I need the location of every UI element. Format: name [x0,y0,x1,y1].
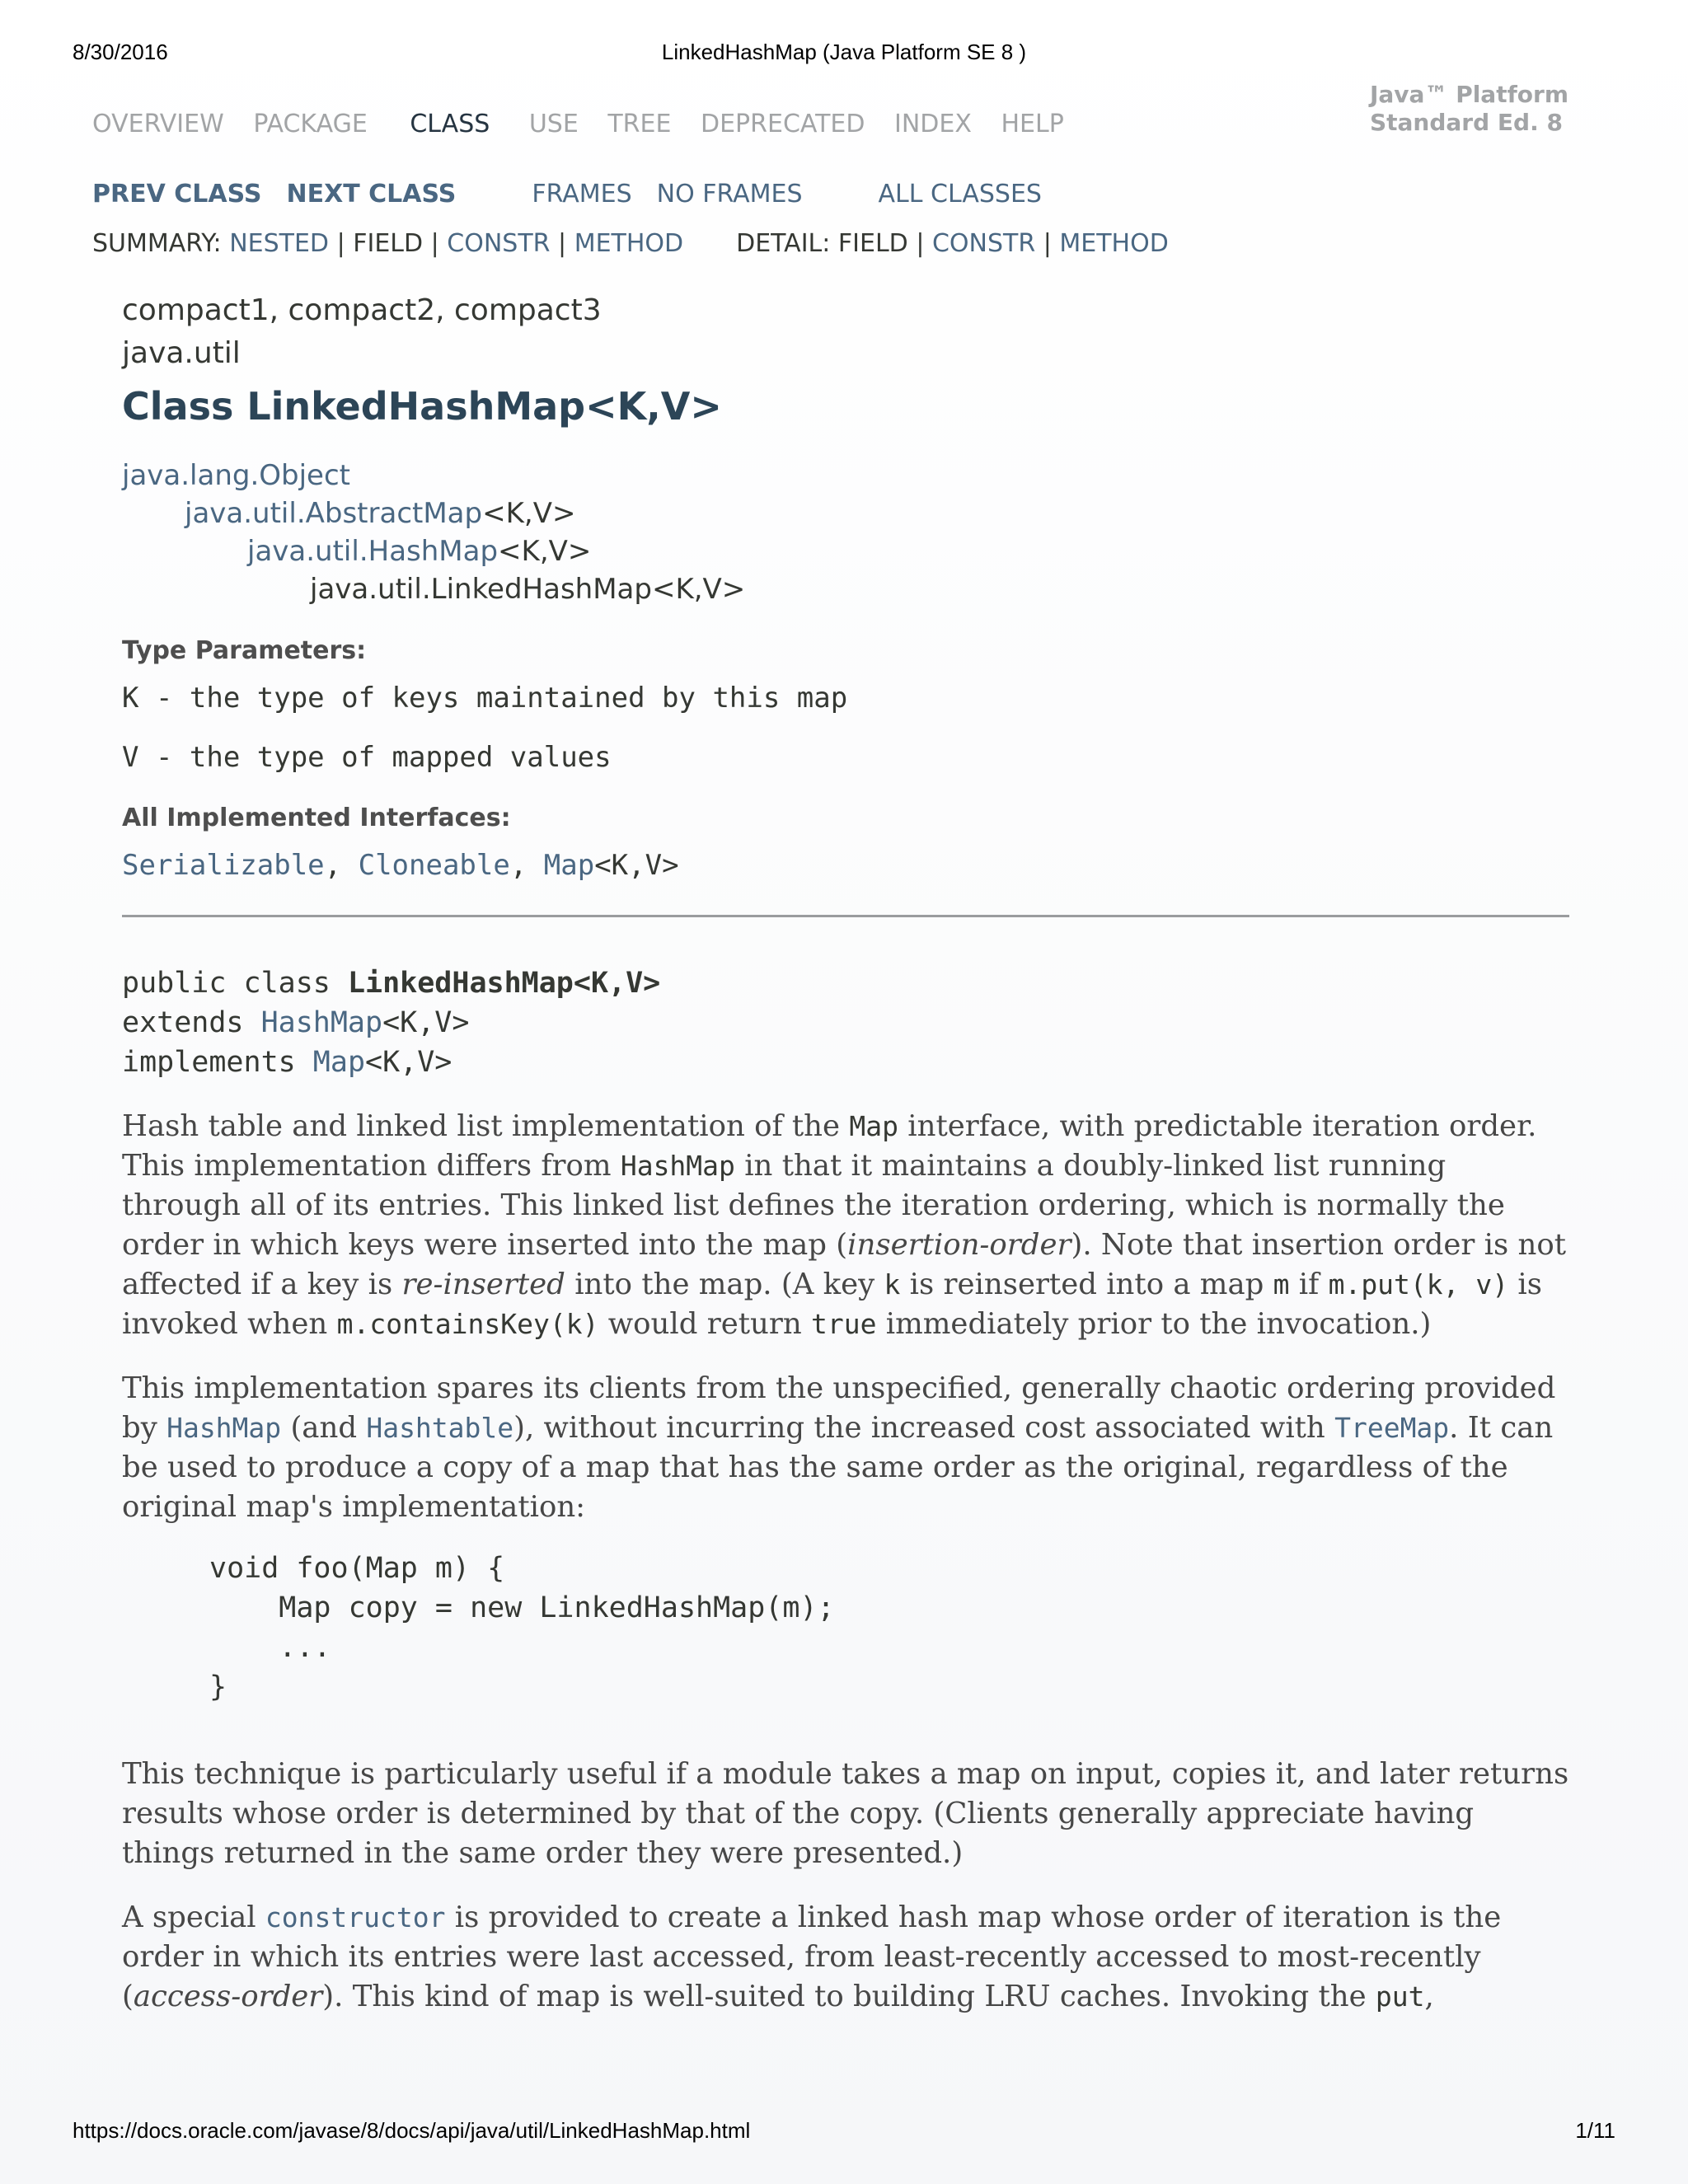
nav-tree[interactable]: TREE [607,110,672,138]
brand-line-1: Java™ Platform [1369,81,1568,108]
nav-class: CLASS [410,110,490,138]
prev-class-link[interactable]: PREV CLASS [92,180,262,209]
page-url: https://docs.oracle.com/javase/8/docs/api/java/util/LinkedHashMap.html [73,2118,751,2143]
inherit-hashmap-link[interactable]: java.util.HashMap [247,535,499,568]
divider [122,915,1569,917]
implemented-interfaces-label: All Implemented Interfaces: [122,804,511,832]
print-date: 8/30/2016 [73,40,168,64]
generic-params: <K,V> [365,1046,452,1079]
type-param-k: K - the type of keys maintained by this map [122,682,848,715]
detail-method-link[interactable]: METHOD [1059,229,1169,258]
nav-package[interactable]: PACKAGE [253,110,368,138]
next-class-link[interactable]: NEXT CLASS [286,180,457,209]
summary-label: SUMMARY: [92,229,230,258]
map-interface-link[interactable]: Map [543,849,595,882]
code-example: void foo(Map m) { Map copy = new LinkedHashMap(m); ... } [209,1552,835,1704]
nav-index[interactable]: INDEX [894,110,972,138]
nav-use[interactable]: USE [528,110,579,138]
sig-extends: extends [122,1006,261,1039]
summary-field: FIELD [353,229,424,258]
constructor-link[interactable]: constructor [265,1901,446,1933]
type-param-v: V - the type of mapped values [122,741,612,774]
top-navigation [92,110,1085,138]
inherit-abstractmap-link[interactable]: java.util.AbstractMap [185,497,483,530]
generic-params: <K,V> [594,849,679,882]
sig-class-name: LinkedHashMap<K,V> [347,967,661,1000]
sig-modifiers: public class [122,967,348,1000]
class-signature [122,963,1569,1082]
detail-label: DETAIL: [736,229,838,258]
implemented-interfaces [122,847,1569,883]
separator: | [907,229,932,258]
detail-constr-link[interactable]: CONSTR [931,229,1036,258]
comma: , [324,849,359,882]
page-title: Class LinkedHashMap<K,V> [122,384,722,429]
description-paragraph-2: This implementation spares its clients from the unspecified, generally chaotic ordering provided by HashMap (and Hashtable), without incurring the increased cost associated with TreeMap. It can be used to produce a copy of a map that has the same order as the original, regardless of the original map's implementation: [122,1371,1556,1524]
summary-method-link[interactable]: METHOD [574,229,684,258]
summary-constr-link[interactable]: CONSTR [447,229,551,258]
type-parameters-label: Type Parameters: [122,636,367,665]
no-frames-link[interactable]: NO FRAMES [656,180,803,209]
brand-line-2: Standard Ed. 8 [1369,109,1563,136]
generic-params: <K,V> [482,497,576,530]
main-content [122,288,1569,2017]
package-name: java.util [122,336,241,370]
nav-help[interactable]: HELP [1001,110,1064,138]
page-number: 1/11 [1575,2118,1615,2143]
hashmap-link[interactable]: HashMap [166,1412,282,1444]
frames-link[interactable]: FRAMES [532,180,632,209]
detail-field: FIELD [837,229,908,258]
description-paragraph-4: A special constructor is provided to create a linked hash map whose order of iteration is the order in which its entries were last accessed, from least-recently accessed to most-recently (access-order). This kind of map is well-suited to building LRU caches. Invoking the put, [122,1900,1502,2013]
sub-navigation [92,180,1042,209]
separator: | [423,229,448,258]
profiles: compact1, compact2, compact3 [122,293,602,327]
treemap-link[interactable]: TreeMap [1334,1412,1450,1444]
inherit-object-link[interactable]: java.lang.Object [122,459,350,492]
description-paragraph-1: Hash table and linked list implementation of the Map interface, with predictable iteration order. This implementation differs from HashMap in that it maintains a doubly-linked list running through all of its entries. This linked list defines the iteration ordering, which is normally the order in which keys were inserted into the map (insertion-order). Note that insertion order is not affected if a key is re-inserted into the map. (A key k is reinserted into a map m if m.put(k, v) is invoked when m.containsKey(k) would return true immediately prior to the invocation.) [122,1109,1566,1341]
all-classes-link[interactable]: ALL CLASSES [878,180,1042,209]
summary-detail-nav [92,229,1169,258]
generic-params: <K,V> [498,535,592,568]
nav-deprecated[interactable]: DEPRECATED [701,110,865,138]
separator: | [550,229,574,258]
comma: , [509,849,544,882]
inheritance-tree [122,457,1569,608]
nav-overview[interactable]: OVERVIEW [92,110,224,138]
serializable-link[interactable]: Serializable [122,849,325,882]
print-title: LinkedHashMap (Java Platform SE 8 ) [661,40,1027,64]
inherit-current-class: java.util.LinkedHashMap<K,V> [310,573,746,606]
generic-params: <K,V> [382,1006,470,1039]
hashtable-link[interactable]: Hashtable [366,1412,514,1444]
sig-implements: implements [122,1046,313,1079]
separator: | [329,229,354,258]
print-header [73,40,1615,69]
sig-hashmap-link[interactable]: HashMap [260,1006,383,1039]
description-paragraph-3: This technique is particularly useful if a module takes a map on input, copies it, and later returns results whose order is determined by that of the copy. (Clients generally appreciate having things returned in the same order they were presented.) [122,1757,1569,1870]
separator: | [1035,229,1060,258]
java-platform-brand [1370,81,1568,137]
cloneable-link[interactable]: Cloneable [358,849,510,882]
sig-map-link[interactable]: Map [312,1046,366,1079]
summary-nested-link[interactable]: NESTED [229,229,330,258]
